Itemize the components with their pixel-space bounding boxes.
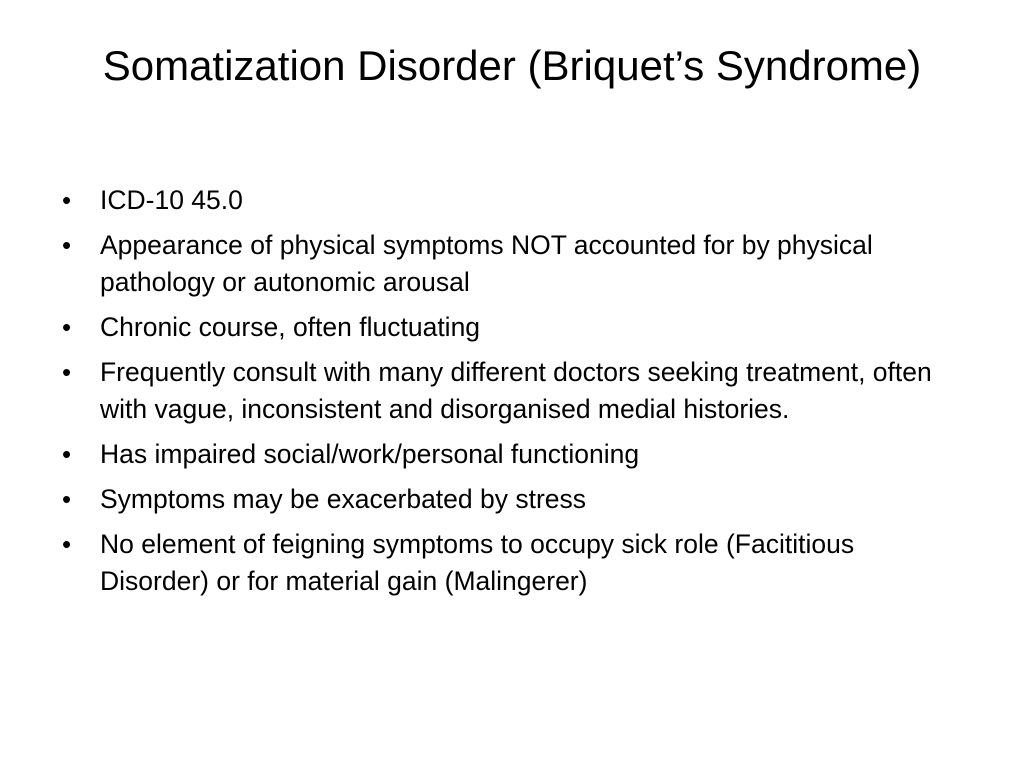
bullet-item-7 bbox=[60, 526, 960, 600]
bullet-text: Appearance of physical symptoms NOT accounted for by physical pathology or autonomic arousal bbox=[100, 230, 873, 297]
bullet-dot-icon: • bbox=[62, 230, 72, 260]
bullet-item-6 bbox=[60, 481, 960, 518]
bullet-item-3 bbox=[60, 309, 960, 346]
bullet-item-2 bbox=[60, 227, 960, 301]
bullet-dot-icon: • bbox=[62, 357, 72, 387]
bullet-text: Has impaired social/work/personal functioning bbox=[100, 439, 640, 469]
bullet-text: Symptoms may be exacerbated by stress bbox=[100, 484, 587, 514]
slide-title: Somatization Disorder (Briquet’s Syndrome) bbox=[102, 42, 922, 89]
bullet-text: No element of feigning symptoms to occupy sick role (Facititious Disorder) or for material gain (Malingerer) bbox=[100, 529, 855, 596]
bullet-item-4 bbox=[60, 354, 960, 428]
bullet-text: ICD-10 45.0 bbox=[100, 185, 243, 215]
bullet-dot-icon: • bbox=[62, 484, 72, 514]
bullet-dot-icon: • bbox=[62, 185, 72, 215]
bullet-dot-icon: • bbox=[62, 439, 72, 469]
bullet-text: Chronic course, often fluctuating bbox=[100, 312, 481, 342]
bullet-item-5 bbox=[60, 436, 960, 473]
bullet-text: Frequently consult with many different doctors seeking treatment, often with vague, inconsistent and disorganised medial histories. bbox=[100, 357, 932, 424]
bullet-item-1 bbox=[60, 182, 960, 219]
bullet-dot-icon: • bbox=[62, 529, 72, 559]
bullet-dot-icon: • bbox=[62, 312, 72, 342]
bullet-list bbox=[60, 182, 960, 608]
